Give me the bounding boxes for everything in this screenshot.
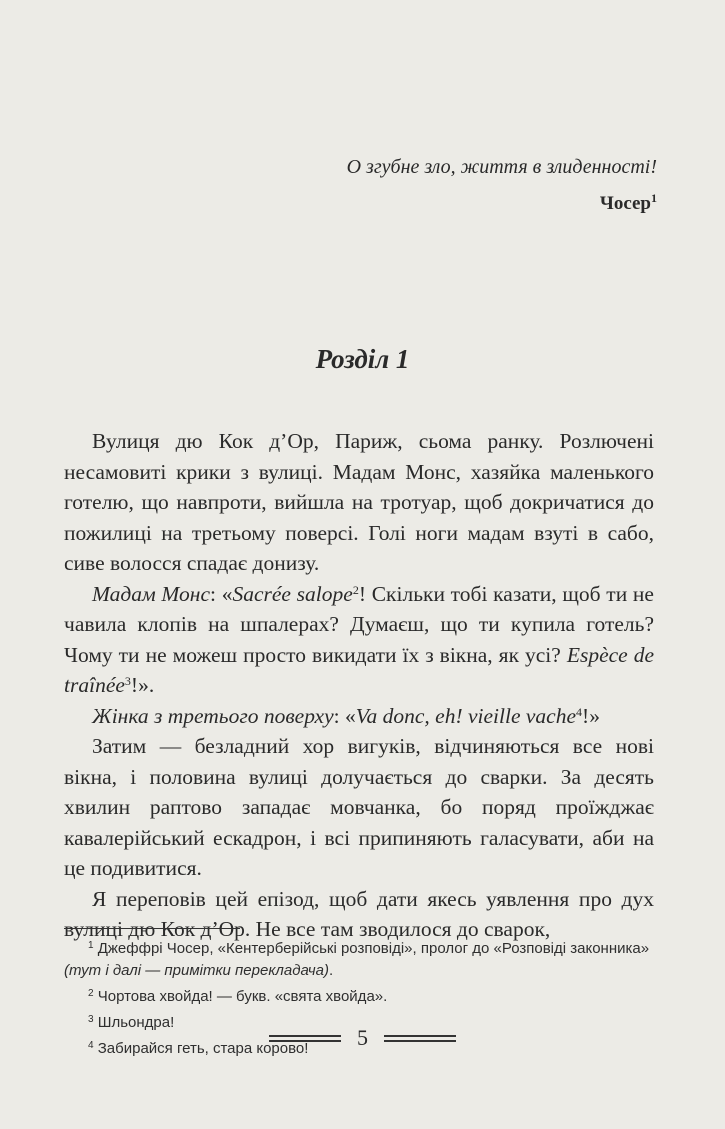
french-phrase: Sacrée salope [232, 581, 353, 606]
footnote-ref: 3 [124, 674, 131, 688]
chapter-title: Розділ 1 [315, 344, 410, 374]
page-footer [0, 1025, 725, 1051]
right-ornament [384, 1035, 456, 1042]
paragraph: Вулиця дю Кок д’Ор, Париж, сьома ранку. Розлючені несамовиті крики з вулиці. Мадам Монс, хазяйка маленького готелю, що навпроти, вийшла на тротуар, щоб докричатися до пожилиці на третьому поверсі. Голі ноги мадам взуті в сабо, сиве волосся спадає донизу. [64, 429, 654, 575]
speaker: Мадам Монс [92, 581, 210, 606]
page-number: 5 [357, 1025, 368, 1050]
paragraph: Мадам Монс: «Sacrée salope$^2$! Скільки тобі казати, щоб ти не чавила клопів на шпалерах? Думаєш, що ти купила готель? Чому ти не можеш просто викидати їх з вікна, як усі? Espèce de traînée$^3$!». [64, 581, 654, 697]
footnote: $^2$ Чортова хвойда! — букв. «свята хвойда». [88, 988, 388, 1005]
footnote: $^1$ Джеффрі Чосер, «Кентерберійські розповіді», пролог до «Розповіді законника» (тут і далі — примітки перекладача). [64, 940, 650, 979]
paragraph: Жінка з третього поверху: «Va donc, eh! vieille vache$^4$!» [92, 703, 600, 728]
paragraph: Затим — безладний хор вигуків, відчиняються все нові вікна, і половина вулиці долучається до сварки. За десять хвилин раптово западає мовчанка, бо поряд проїжджає кавалерійський ескадрон, і всі припиняють галасувати, аби на це подивитися. [64, 734, 654, 880]
left-ornament [269, 1035, 341, 1042]
body-text [64, 426, 654, 945]
footnote: $^4$ Забирайся геть, стара корово! [88, 1040, 309, 1057]
epigraph-quote: О згубне зло, життя в злиденності! [346, 156, 657, 178]
footnote: $^3$ Шльондра! [88, 1014, 175, 1031]
french-phrase: Va donc, eh! vieille vache [355, 703, 577, 728]
paragraph: Я переповів цей епізод, щоб дати якесь уявлення про дух вулиці дю Кок д’Ор. Не все там зводилося до сварок, [64, 886, 654, 941]
footnote-ref: 4 [576, 704, 583, 719]
epigraph-author: Чосер$^1$ [599, 191, 657, 214]
french-phrase: Espèce de traînée [64, 642, 654, 697]
footnote-divider [64, 928, 240, 929]
footnote-ref: 1 [651, 191, 657, 205]
footnote-ref: 2 [352, 582, 359, 597]
speaker: Жінка з третього поверху [92, 703, 334, 728]
